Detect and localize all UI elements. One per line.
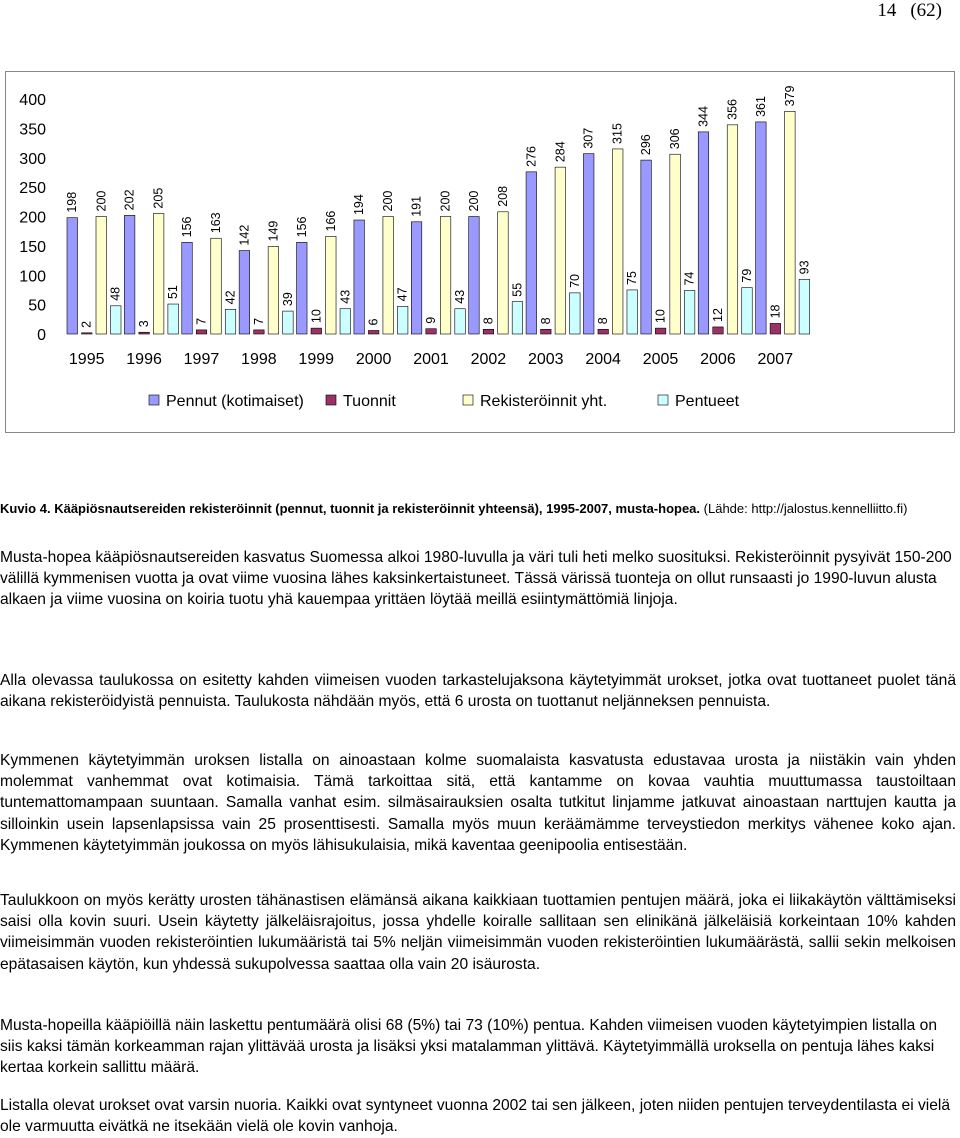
- legend-swatch: [149, 395, 159, 405]
- data-label: 202: [122, 189, 137, 211]
- bar: [411, 222, 422, 334]
- data-label: 142: [237, 224, 252, 246]
- bar: [526, 172, 537, 334]
- x-tick-label: 1998: [241, 351, 277, 368]
- bar: [340, 309, 351, 334]
- x-tick-label: 2004: [585, 351, 621, 368]
- bar: [483, 329, 494, 334]
- caption-title: Kääpiösnautsereiden rekisteröinnit (pennut, tuonnit ja rekisteröinnit yhteensä), 1995-2007, musta-hopea.: [54, 501, 701, 516]
- bar: [440, 217, 451, 335]
- data-label: 307: [581, 127, 596, 149]
- caption-label: Kuvio 4.: [0, 501, 51, 516]
- legend-label: Pennut (kotimaiset): [166, 393, 304, 410]
- bar: [627, 290, 638, 334]
- data-label: 200: [466, 190, 481, 212]
- page-number-total: 62: [916, 0, 936, 21]
- y-tick-label: 150: [19, 238, 46, 256]
- data-label: 70: [567, 273, 582, 288]
- data-label: 6: [366, 318, 381, 326]
- data-label: 7: [194, 317, 209, 325]
- bar: [727, 125, 738, 334]
- bar: [469, 217, 480, 335]
- legend-swatch: [326, 395, 336, 405]
- paragraph-3: Kymmenen käytetyimmän uroksen listalla on ainoastaan kolme suomalaista kasvatusta edustavaa urosta ja niistäkin vain yhden molemmat vanhemmat ovat kotimaisia. Tämä tarkoittaa sitä, että kantamme on kovaa vauhtia muuttumassa taustoiltaan tuntemattomampaan suuntaan. Samalla vanhat esim. silmäsairauksien osalta tutkitut linjamme jatkuvat ainoastaan narttujen kautta ja silloinkin usein lapsenlapsissa vain 25 prosenttisesti. Samalla myös muun keräämämme terveystiedon merkitys vähenee koko ajan. Kymmenen käytetyimmän joukossa on myös lähisukulaisia, mikä kaventaa geenipoolia entisestään.: [0, 752, 956, 854]
- data-label: 74: [682, 271, 697, 286]
- data-label: 200: [438, 190, 453, 212]
- x-tick-label: 2001: [413, 351, 449, 368]
- data-label: 379: [782, 85, 797, 107]
- data-label: 361: [753, 96, 768, 117]
- bar: [742, 288, 753, 334]
- bar: [182, 242, 193, 334]
- data-label: 79: [739, 268, 754, 283]
- data-label: 8: [481, 317, 496, 325]
- x-tick-label: 1995: [68, 351, 105, 368]
- bar: [670, 154, 681, 334]
- bar: [239, 251, 250, 334]
- data-label: 12: [710, 308, 725, 322]
- data-label: 8: [596, 317, 611, 325]
- bar: [756, 122, 767, 334]
- y-tick-label: 100: [19, 268, 46, 286]
- bar: [397, 306, 408, 334]
- chart-frame: [5, 71, 955, 433]
- bar: [598, 329, 609, 334]
- legend-label: Tuonnit: [343, 393, 396, 410]
- data-label: 200: [381, 190, 396, 212]
- page-number-current: 14: [877, 0, 897, 21]
- data-label: 3: [137, 320, 152, 328]
- bar: [82, 333, 93, 334]
- y-tick-label: 300: [19, 150, 46, 168]
- x-tick-label: 1999: [298, 351, 335, 368]
- legend-swatch: [658, 395, 668, 405]
- bar: [455, 309, 466, 334]
- bar: [612, 149, 623, 334]
- bar: [368, 330, 379, 334]
- bar: [168, 304, 179, 334]
- data-label: 18: [768, 304, 783, 319]
- bar: [583, 154, 594, 334]
- legend-label: Pentueet: [675, 393, 740, 410]
- data-label: 296: [639, 134, 654, 156]
- data-label: 163: [209, 212, 224, 234]
- data-label: 194: [352, 194, 367, 216]
- bar: [111, 306, 122, 334]
- x-tick-label: 2005: [642, 351, 679, 368]
- bar: [283, 311, 294, 334]
- x-tick-label: 2000: [355, 351, 392, 368]
- bar: [124, 215, 135, 334]
- paragraph-2: Alla olevassa taulukossa on esitetty kahden viimeisen vuoden tarkastelujaksona käytetyimmät urokset, jotka ovat tuottaneet puolet tänä aikana rekisteröidyistä pennuista. Taulukosta nähdään myös, että 6 urosta on tuottanut neljänneksen pennuista.: [0, 672, 956, 711]
- x-tick-label: 1996: [126, 351, 162, 368]
- bar: [713, 327, 724, 334]
- legend-swatch: [463, 395, 473, 405]
- data-label: 55: [510, 282, 525, 297]
- bar: [268, 246, 279, 334]
- data-label: 43: [338, 289, 353, 304]
- x-tick-label: 2003: [527, 351, 564, 368]
- data-label: 156: [294, 216, 309, 238]
- bar: [383, 217, 394, 335]
- data-label: 43: [453, 289, 468, 304]
- data-label: 191: [409, 195, 424, 217]
- bar: [311, 328, 322, 334]
- data-label: 7: [251, 317, 266, 325]
- data-label: 75: [625, 271, 640, 285]
- paragraph-4: Taulukkoon on myös kerätty urosten tähänastisen elämänsä aikana kaikkiaan tuottamien pentujen määrä, joka ei liikakäytön välttämiseksi saisi olla kovin suuri. Usein käytetty jälkeläisrajoitus, jossa yhdelle koiralle sallitaan sen elinikänä jälkeläisiä korkeintaan 10% kahden viimeisimmän vuoden rekisteröintien lukumääristä tai 5% neljän viimeisimmän vuoden rekisteröintien lukumäärästä, sallii sekin melkoisen epätasaisen käytön, kun yhdessä sukupolvessa saattaa olla vain 20 isäurosta.: [0, 892, 956, 973]
- bar: [225, 309, 236, 334]
- data-label: 2: [79, 320, 94, 328]
- y-tick-label: 350: [19, 121, 46, 139]
- data-label: 205: [151, 187, 166, 209]
- bar: [326, 236, 337, 334]
- x-tick-label: 2002: [470, 351, 507, 368]
- bar: [641, 160, 652, 334]
- bar: [254, 330, 265, 334]
- data-label: 9: [424, 316, 439, 324]
- y-tick-label: 0: [37, 327, 46, 344]
- data-label: 284: [553, 141, 568, 163]
- data-label: 149: [266, 220, 281, 242]
- bar: [297, 242, 308, 334]
- bar: [570, 293, 581, 334]
- x-tick-label: 2006: [700, 351, 736, 368]
- bar: [512, 302, 523, 334]
- page-number: 14 (62): [877, 0, 942, 21]
- x-tick-label: 2007: [757, 351, 794, 368]
- data-label: 42: [223, 290, 238, 305]
- data-label: 10: [309, 309, 324, 324]
- paragraph-6: Listalla olevat urokset ovat varsin nuoria. Kaikki ovat syntyneet vuonna 2002 tai sen jälkeen, joten niiden pentujen terveydentilasta ei vielä ole varmuutta eivätkä ne itsekään vielä ole kovin vanhoja.: [0, 1097, 951, 1136]
- data-label: 344: [696, 106, 711, 127]
- data-label: 47: [395, 287, 410, 302]
- bar: [770, 323, 781, 334]
- data-label: 10: [653, 309, 668, 324]
- data-label: 166: [323, 210, 338, 232]
- bar: [67, 218, 78, 334]
- figure-caption: [0, 500, 945, 518]
- data-label: 51: [166, 285, 181, 300]
- paragraph-1: Musta-hopea kääpiösnautsereiden kasvatus Suomessa alkoi 1980-luvulla ja väri tuli heti melko suosituksi. Rekisteröinnit pysyivät 150-200 välillä kymmenisen vuotta ja ovat viime vuosina lähes kaksinkertaistuneet. Tässä värissä tuonteja on ollut runsaasti jo 1990-luvun alusta alkaen ja viime vuosina on koiria tuotu yhä kauempaa yrittäen löytää meillä esiintymättömiä linjoja.: [0, 549, 952, 609]
- bar: [354, 220, 365, 334]
- bar: [555, 167, 566, 334]
- bar: [498, 212, 509, 334]
- legend-label: Rekisteröinnit yht.: [480, 393, 608, 410]
- bar: [211, 238, 222, 334]
- data-label: 200: [94, 190, 109, 212]
- data-label: 356: [725, 98, 740, 120]
- data-label: 315: [610, 123, 625, 144]
- data-label: 156: [180, 216, 195, 238]
- data-label: 48: [108, 286, 123, 301]
- data-label: 39: [280, 292, 295, 307]
- bar: [426, 329, 437, 334]
- data-label: 208: [495, 185, 510, 207]
- bar: [698, 132, 709, 334]
- bar: [785, 111, 796, 334]
- bar: [799, 279, 810, 334]
- y-tick-label: 200: [19, 209, 46, 227]
- data-label: 8: [538, 317, 553, 325]
- caption-source: (Lähde: http://jalostus.kennelliitto.fi): [703, 501, 908, 516]
- y-tick-label: 400: [19, 92, 46, 109]
- data-label: 276: [524, 145, 539, 167]
- data-label: 198: [65, 191, 80, 213]
- bar: [153, 214, 164, 334]
- bar: [96, 217, 107, 335]
- y-tick-label: 250: [19, 180, 46, 198]
- data-label: 306: [668, 128, 683, 150]
- bar: [541, 329, 552, 334]
- bar: [139, 332, 150, 334]
- bar: [684, 291, 695, 334]
- bar: [196, 330, 207, 334]
- data-label: 93: [797, 260, 812, 275]
- paragraph-5: Musta-hopeilla kääpiöillä näin laskettu pentumäärä olisi 68 (5%) tai 73 (10%) pentua. Kahden viimeisen vuoden käytetyimpien listalla on siis kaksi tämän korkeamman rajan ylittävää urosta ja lisäksi yksi matalamman ylittävä. Käytetyimmällä uroksella on pentuja lähes kaksi kertaa korkein sallittu määrä.: [0, 1017, 938, 1077]
- bar-chart: [6, 72, 954, 432]
- bar: [655, 328, 666, 334]
- x-tick-label: 1997: [183, 351, 220, 368]
- y-tick-label: 50: [28, 297, 46, 315]
